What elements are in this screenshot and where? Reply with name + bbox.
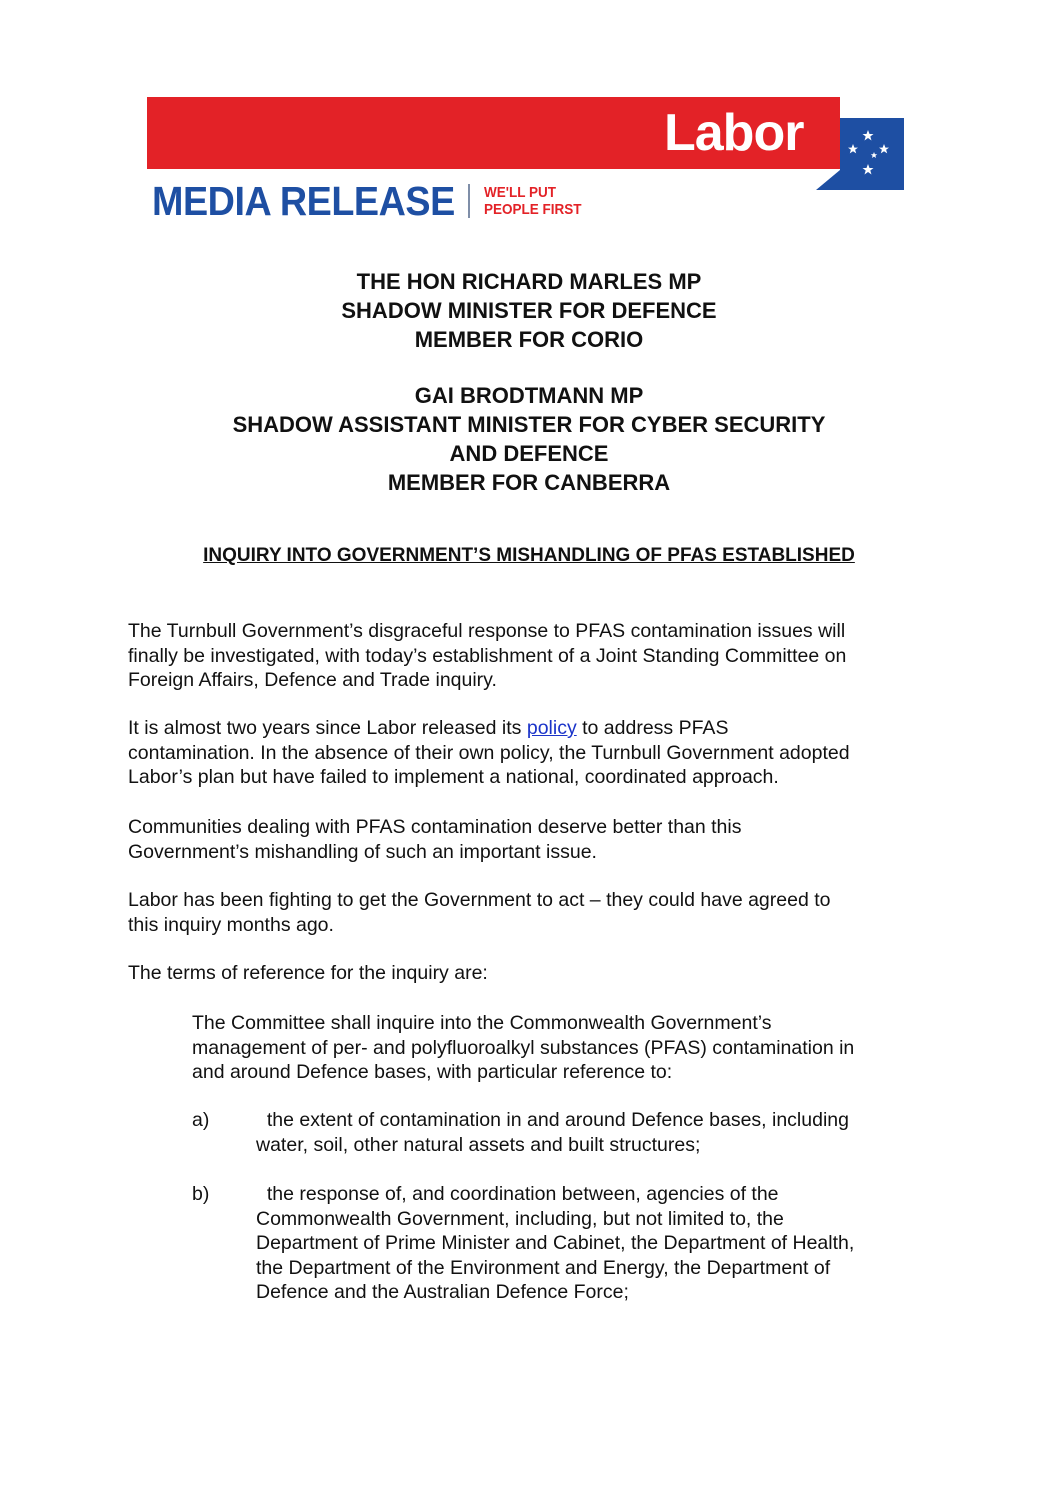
member-marles-block — [90, 267, 968, 354]
paragraph-1 — [128, 619, 928, 693]
member-electorate: MEMBER FOR CANBERRA — [387, 470, 671, 495]
text-line: Department of Prime Minister and Cabinet, the Department of Health, — [256, 1232, 855, 1254]
text-line: finally be investigated, with today’s establishment of a Joint Standing Committee on — [128, 644, 847, 667]
text-line: Government’s mishandling of such an important issue. — [128, 840, 597, 863]
text-line: Labor’s plan but have failed to implement a national, coordinated approach. — [128, 766, 779, 788]
labor-logo-text: Labor — [664, 104, 804, 162]
member-name: GAI BRODTMANN MP — [414, 383, 644, 408]
text-line — [128, 716, 928, 741]
member-electorate: MEMBER FOR CORIO — [414, 327, 644, 352]
list-item-text — [256, 1108, 956, 1157]
text-line: the Department of the Environment and Energy, the Department of — [256, 1256, 831, 1279]
paragraph-3 — [128, 815, 928, 864]
terms-of-reference-intro — [192, 1011, 952, 1085]
text-line: management of per- and polyfluoroalkyl substances (PFAS) contamination in — [192, 1036, 855, 1059]
tagline-line-1: WE'LL PUT — [484, 184, 556, 201]
list-item-text — [256, 1182, 956, 1305]
text-line: the extent of contamination in and around Defence bases, including — [256, 1109, 849, 1131]
text-line: The terms of reference for the inquiry are: — [128, 962, 488, 984]
list-marker: a) — [192, 1109, 210, 1131]
text-line: The Turnbull Government’s disgraceful response to PFAS contamination issues will — [128, 620, 846, 642]
member-name: THE HON RICHARD MARLES MP — [356, 269, 702, 294]
member-role: SHADOW ASSISTANT MINISTER FOR CYBER SECURITY — [232, 412, 826, 437]
text-line: the response of, and coordination between, agencies of the — [256, 1183, 779, 1205]
text-line: this inquiry months ago. — [128, 913, 334, 936]
southern-cross-icon — [816, 118, 904, 190]
member-role-continued: AND DEFENCE — [449, 441, 609, 466]
media-release-banner — [0, 0, 1058, 240]
member-brodtmann-block — [90, 381, 968, 497]
text-line: and around Defence bases, with particular reference to: — [192, 1061, 673, 1083]
policy-link[interactable]: policy — [526, 717, 577, 739]
text-line: Communities dealing with PFAS contamination deserve better than this — [128, 816, 742, 838]
text-line: The Committee shall inquire into the Commonwealth Government’s — [192, 1012, 772, 1034]
tagline-line-2: PEOPLE FIRST — [484, 201, 582, 218]
paragraph-4 — [128, 888, 928, 937]
text-segment: It is almost two years since Labor released its — [128, 717, 527, 739]
text-segment: to address PFAS — [576, 717, 729, 739]
paragraph-5 — [128, 961, 928, 986]
text-line: Defence and the Australian Defence Force; — [256, 1281, 629, 1303]
release-subject: INQUIRY INTO GOVERNMENT’S MISHANDLING OF PFAS ESTABLISHED — [203, 545, 855, 566]
member-role: SHADOW MINISTER FOR DEFENCE — [341, 298, 717, 323]
text-line: contamination. In the absence of their own policy, the Turnbull Government adopted — [128, 741, 850, 764]
tagline — [484, 184, 601, 218]
text-line: Foreign Affairs, Defence and Trade inquiry. — [128, 669, 497, 691]
media-release-title: MEDIA RELEASE — [152, 178, 455, 224]
list-marker: b) — [192, 1183, 210, 1205]
text-line: Labor has been fighting to get the Government to act – they could have agreed to — [128, 889, 831, 911]
text-line: Commonwealth Government, including, but not limited to, the — [256, 1207, 784, 1230]
text-line: water, soil, other natural assets and built structures; — [256, 1133, 701, 1156]
paragraph-2 — [128, 716, 928, 790]
banner-divider — [468, 184, 470, 218]
